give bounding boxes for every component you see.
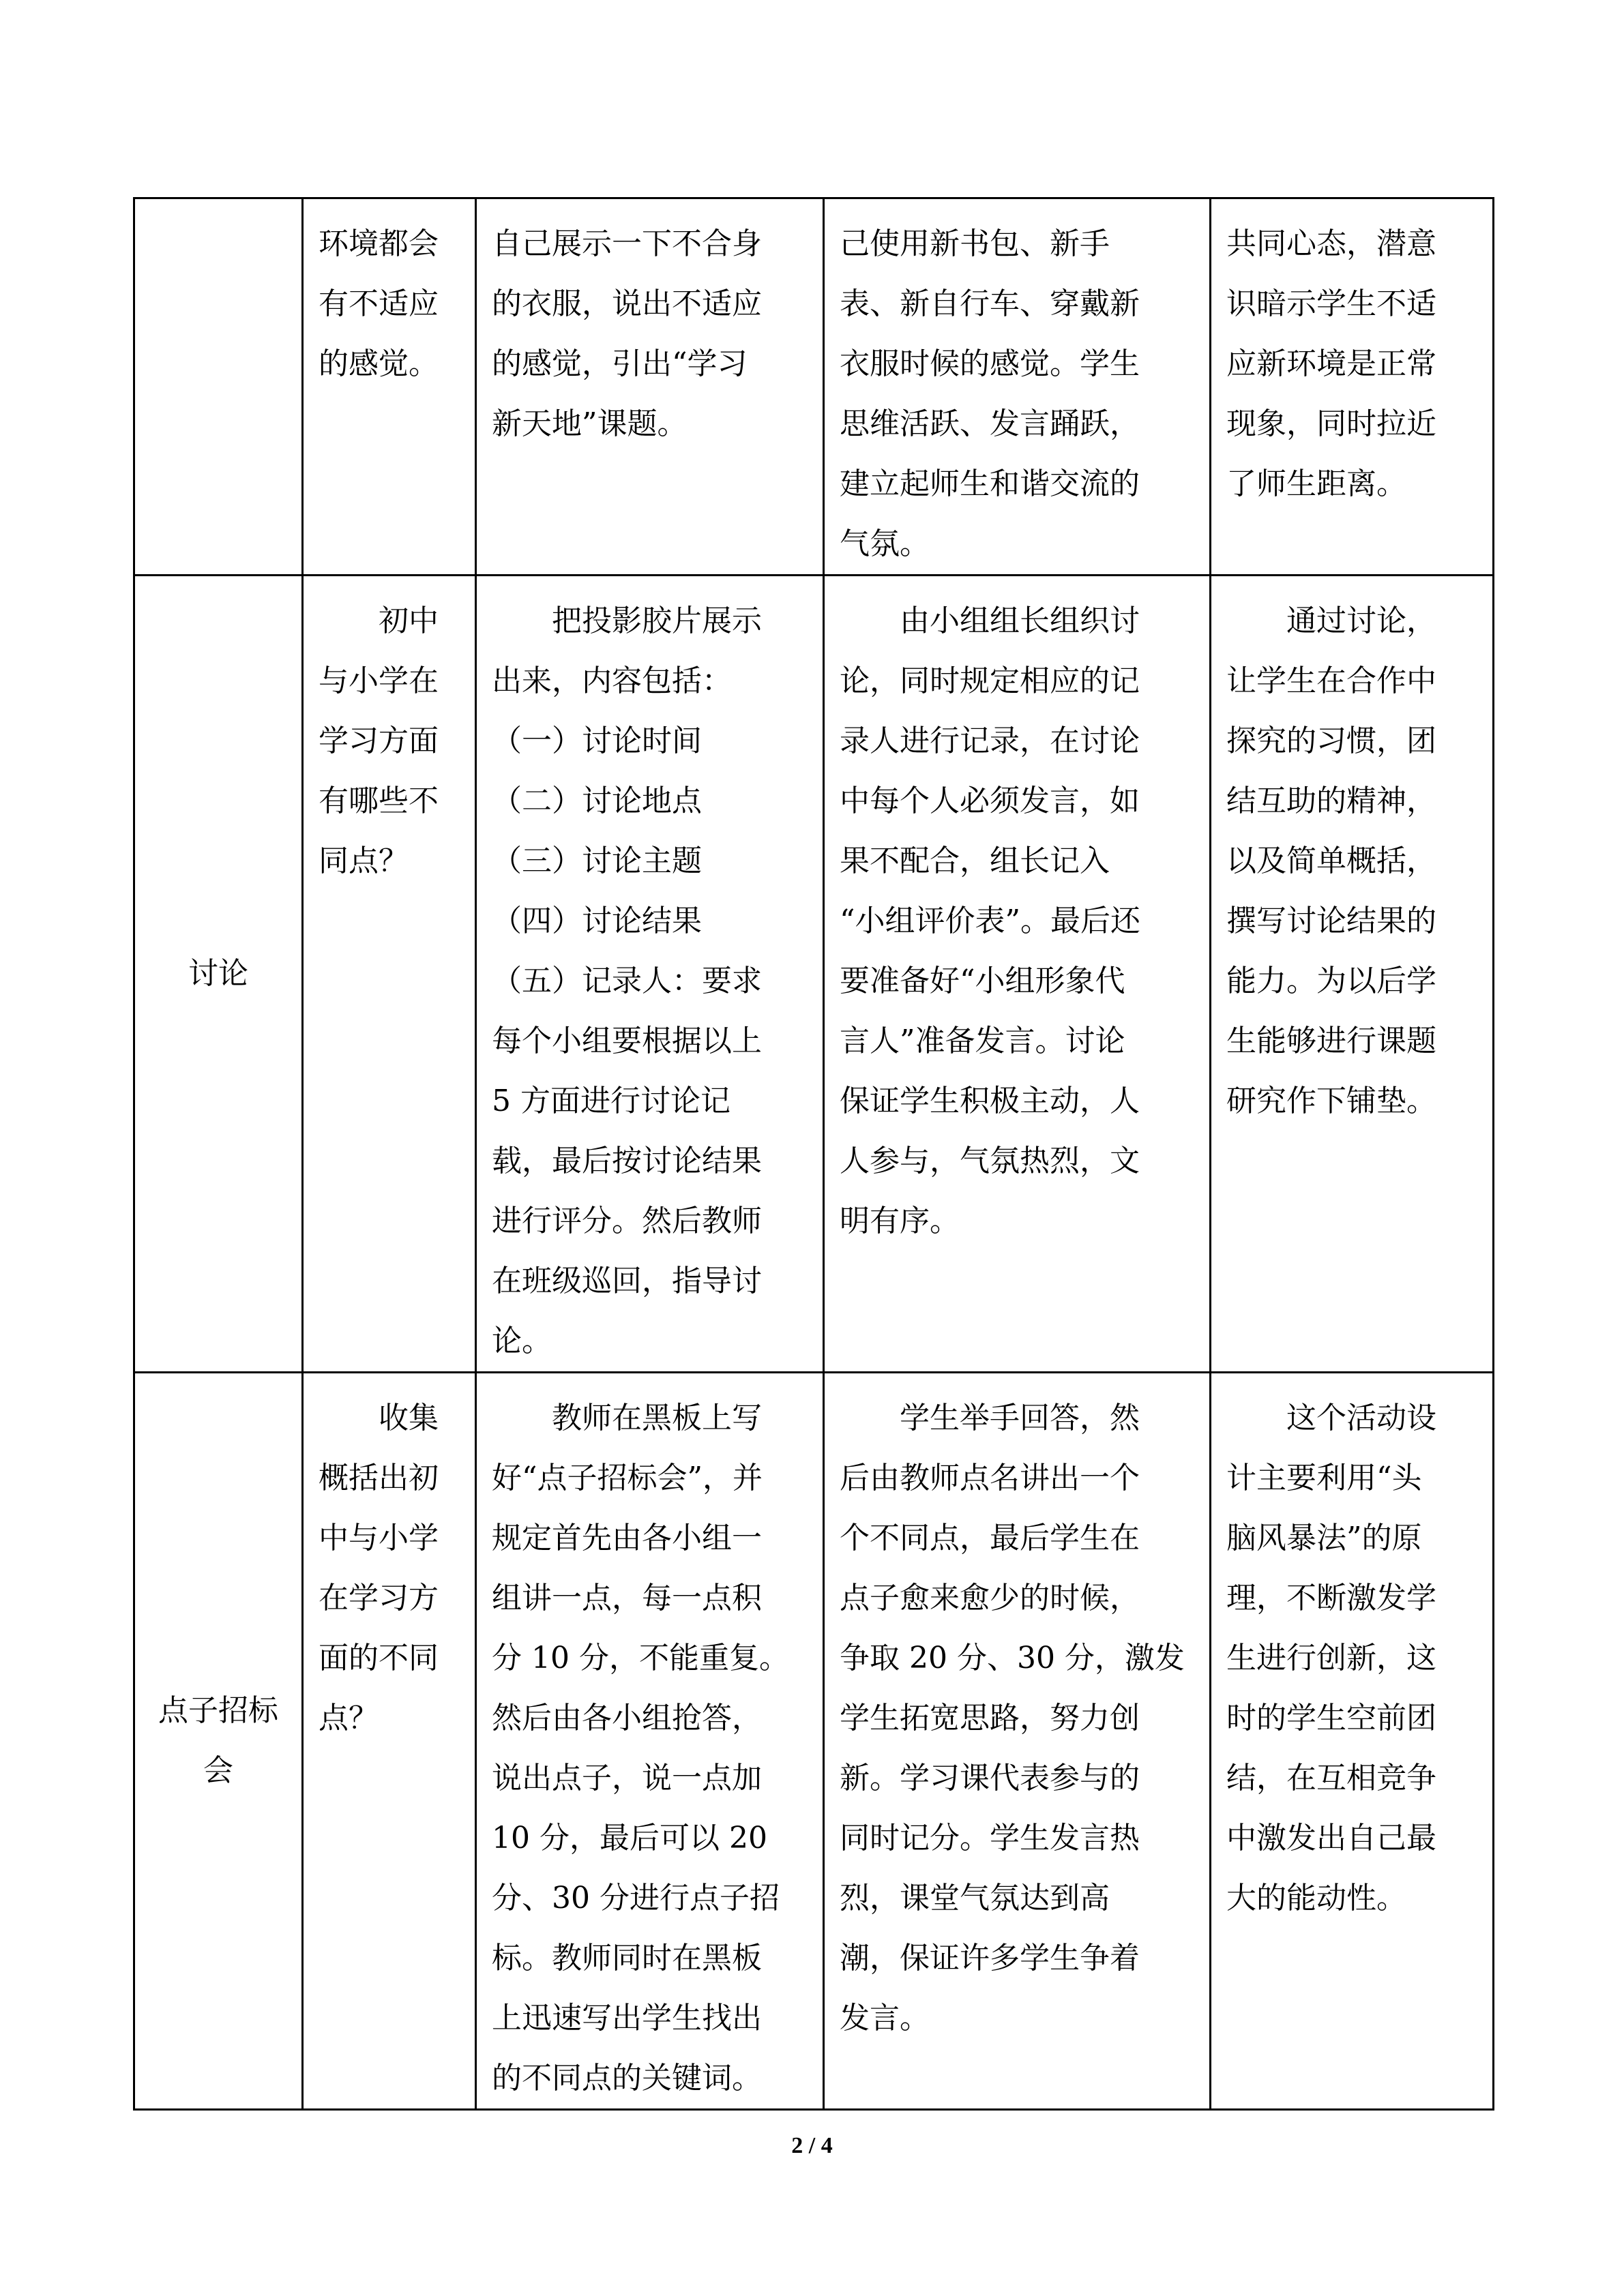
cell-line: 同点？	[319, 844, 409, 878]
cell-line: 发言。	[840, 2001, 930, 2036]
cell-line: 初中	[379, 603, 439, 638]
cell-line: 计主要利用“头	[1226, 1461, 1422, 1495]
cell-line: 收集	[379, 1401, 439, 1435]
teacher-activity-cell	[476, 1373, 824, 2110]
cell-line: 规定首先由各小组一	[492, 1521, 762, 1555]
cell-line: 潮，保证许多学生争着	[840, 1941, 1140, 1976]
cell-line: 要准备好“小组形象代	[840, 964, 1125, 998]
lesson-plan-table	[133, 197, 1494, 2111]
cell-line: 标。教师同时在黑板	[492, 1941, 762, 1976]
cell-line: 思维活跃、发言踊跃，	[840, 406, 1140, 441]
cell-line: 论，同时规定相应的记	[840, 664, 1140, 698]
cell-line: （五）记录人：要求	[492, 964, 762, 998]
cell-line: （四）讨论结果	[492, 904, 702, 938]
stage-cell: 讨论	[134, 576, 303, 1373]
cell-line: 在学习方	[319, 1581, 439, 1615]
cell-line: 探究的习惯，团	[1226, 724, 1436, 758]
cell-line: 同时记分。学生发言热	[840, 1821, 1140, 1855]
cell-line: 有不适应	[319, 286, 439, 321]
cell-line: 与小学在	[319, 664, 439, 698]
cell-line: 结，在互相竞争	[1226, 1761, 1436, 1795]
cell-line: 分、30 分进行点子招	[492, 1881, 780, 1915]
cell-line: 这个活动设	[1286, 1401, 1436, 1435]
student-activity-cell	[824, 1373, 1211, 2110]
cell-line: （二）讨论地点	[492, 784, 702, 818]
cell-line: 能力。为以后学	[1226, 964, 1436, 998]
cell-line: 的感觉。	[319, 346, 439, 381]
student-activity-cell	[824, 198, 1211, 576]
table-row	[134, 1373, 1494, 2110]
student-activity-cell	[824, 576, 1211, 1373]
cell-line: 10 分，最后可以 20	[492, 1821, 767, 1855]
content-cell	[303, 1373, 476, 2110]
cell-line: 的衣服，说出不适应	[492, 286, 762, 321]
cell-line: 明有序。	[840, 1204, 960, 1238]
cell-line: 出来，内容包括：	[492, 664, 732, 698]
cell-line: 每个小组要根据以上	[492, 1024, 762, 1058]
cell-line: 新。学习课代表参与的	[840, 1761, 1140, 1795]
cell-line: 果不配合，组长记入	[840, 844, 1110, 878]
cell-line: 载，最后按讨论结果	[492, 1144, 762, 1178]
cell-line: 生进行创新，这	[1226, 1641, 1436, 1675]
cell-line: 保证学生积极主动，人	[840, 1084, 1140, 1118]
cell-line: 自己展示一下不合身	[492, 226, 762, 261]
cell-line: 进行评分。然后教师	[492, 1204, 762, 1238]
cell-line: 的感觉，引出“学习	[492, 346, 748, 381]
cell-line: 衣服时候的感觉。学生	[840, 346, 1140, 381]
cell-line: 撰写讨论结果的	[1226, 904, 1436, 938]
cell-line: 有哪些不	[319, 784, 439, 818]
cell-line: “小组评价表”。最后还	[840, 904, 1140, 938]
cell-line: 生能够进行课题	[1226, 1024, 1436, 1058]
cell-line: 概括出初	[319, 1461, 439, 1495]
cell-line: 表、新自行车、穿戴新	[840, 286, 1140, 321]
cell-line: 理，不断激发学	[1226, 1581, 1436, 1615]
cell-line: 大的能动性。	[1226, 1881, 1406, 1915]
cell-line: 上迅速写出学生找出	[492, 2001, 762, 2036]
cell-line: 由小组组长组织讨	[900, 603, 1140, 638]
cell-line: 识暗示学生不适	[1226, 286, 1436, 321]
cell-line: 言人”准备发言。讨论	[840, 1024, 1125, 1058]
cell-line: 人参与，气氛热烈，文	[840, 1144, 1140, 1178]
cell-line: 让学生在合作中	[1226, 664, 1436, 698]
cell-line: 中激发出自己最	[1226, 1821, 1436, 1855]
cell-line: 学生拓宽思路，努力创	[840, 1701, 1140, 1735]
teacher-activity-cell	[476, 576, 824, 1373]
page-number: 2 / 4	[791, 2133, 833, 2158]
cell-line: 应新环境是正常	[1226, 346, 1436, 381]
cell-line: 学习方面	[319, 724, 439, 758]
cell-line: 把投影胶片展示	[552, 603, 762, 638]
cell-line: 论。	[492, 1324, 552, 1358]
cell-line: 气氛。	[840, 526, 930, 561]
cell-line: 面的不同	[319, 1641, 439, 1675]
design-intent-cell	[1211, 1373, 1494, 2110]
content-cell	[303, 576, 476, 1373]
stage-cell: 点子招标会	[134, 1373, 303, 2110]
design-intent-cell	[1211, 198, 1494, 576]
cell-line: 环境都会	[319, 226, 439, 261]
cell-line: 5 方面进行讨论记	[492, 1084, 730, 1118]
cell-line: （一）讨论时间	[492, 724, 702, 758]
cell-line: 通过讨论，	[1286, 603, 1436, 638]
cell-line: 点子愈来愈少的时候，	[840, 1581, 1140, 1615]
cell-line: （三）讨论主题	[492, 844, 702, 878]
cell-line: 共同心态，潜意	[1226, 226, 1436, 261]
table-row	[134, 198, 1494, 576]
cell-line: 建立起师生和谐交流的	[840, 466, 1140, 501]
design-intent-cell	[1211, 576, 1494, 1373]
cell-line: 烈，课堂气氛达到高	[840, 1881, 1110, 1915]
cell-line: 说出点子，说一点加	[492, 1761, 762, 1795]
cell-line: 点？	[319, 1701, 379, 1735]
cell-line: 脑风暴法”的原	[1226, 1521, 1422, 1555]
cell-line: 研究作下铺垫。	[1226, 1084, 1436, 1118]
cell-line: 以及简单概括，	[1226, 844, 1436, 878]
cell-line: 学生举手回答，然	[900, 1401, 1140, 1435]
cell-line: 教师在黑板上写	[552, 1401, 762, 1435]
cell-line: 现象，同时拉近	[1226, 406, 1436, 441]
cell-line: 了师生距离。	[1226, 466, 1406, 501]
cell-line: 时的学生空前团	[1226, 1701, 1436, 1735]
cell-line: 分 10 分，不能重复。	[492, 1641, 789, 1675]
cell-line: 中每个人必须发言，如	[840, 784, 1140, 818]
cell-line: 然后由各小组抢答，	[492, 1701, 762, 1735]
cell-line: 己使用新书包、新手	[840, 226, 1110, 261]
cell-line: 好“点子招标会”，并	[492, 1461, 763, 1495]
cell-line: 新天地”课题。	[492, 406, 688, 441]
cell-line: 后由教师点名讲出一个	[840, 1461, 1140, 1495]
table-row	[134, 576, 1494, 1373]
content-cell	[303, 198, 476, 576]
cell-line: 组讲一点，每一点积	[492, 1581, 762, 1615]
cell-line: 结互助的精神，	[1226, 784, 1436, 818]
cell-line: 中与小学	[319, 1521, 439, 1555]
cell-line: 争取 20 分、30 分，激发	[840, 1641, 1185, 1675]
cell-line: 的不同点的关键词。	[492, 2061, 762, 2096]
teacher-activity-cell	[476, 198, 824, 576]
cell-line: 个不同点，最后学生在	[840, 1521, 1140, 1555]
stage-cell	[134, 198, 303, 576]
cell-line: 在班级巡回，指导讨	[492, 1264, 762, 1298]
cell-line: 录人进行记录，在讨论	[840, 724, 1140, 758]
